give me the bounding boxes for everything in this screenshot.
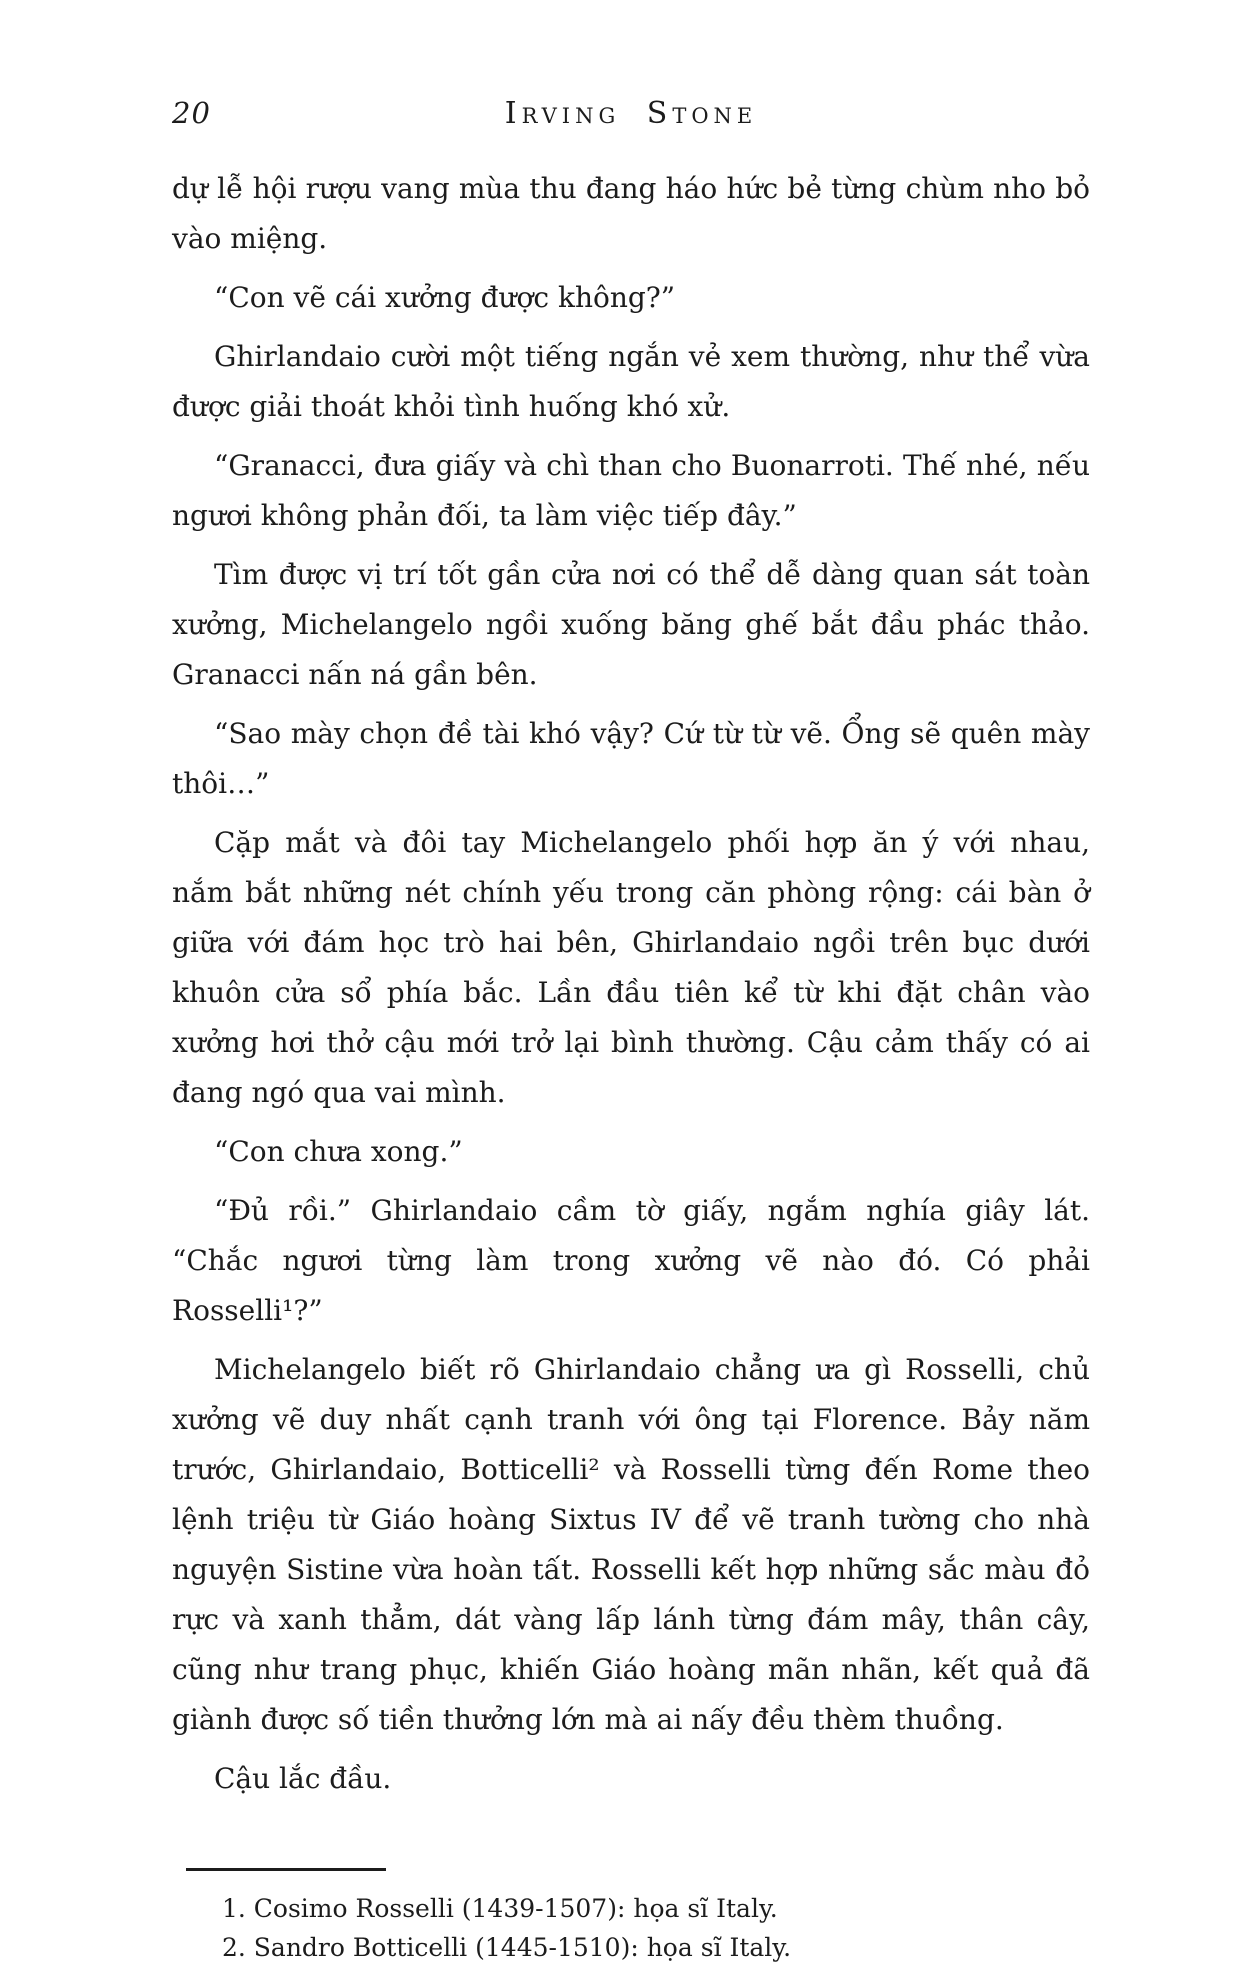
paragraph: “Granacci, đưa giấy và chì than cho Buonarroti. Thế nhé, nếu ngươi không phản đối, ta làm việc tiếp đây.” xyxy=(172,449,1090,532)
footnote-item: 2. Sandro Botticelli (1445-1510): họa sĩ Italy. xyxy=(222,1933,792,1962)
footnote-section xyxy=(172,1868,1090,1967)
paragraph: Ghirlandaio cười một tiếng ngắn vẻ xem thường, như thể vừa được giải thoát khỏi tình huống khó xử. xyxy=(172,340,1090,423)
paragraph: “Con vẽ cái xưởng được không?” xyxy=(214,281,676,314)
paragraph: “Con chưa xong.” xyxy=(214,1135,463,1168)
body-text xyxy=(172,164,1090,1804)
paragraph: Cặp mắt và đôi tay Michelangelo phối hợp ăn ý với nhau, nắm bắt những nét chính yếu trong căn phòng rộng: cái bàn ở giữa với đám học trò hai bên, Ghirlandaio ngồi trên bục dưới khuôn cửa sổ phía bắc. Lần đầu tiên kể từ khi đặt chân vào xưởng hơi thở cậu mới trở lại bình thường. Cậu cảm thấy có ai đang ngó qua vai mình. xyxy=(172,826,1090,1109)
footnote-item: 1. Cosimo Rosselli (1439-1507): họa sĩ Italy. xyxy=(222,1894,778,1923)
paragraph: Cậu lắc đầu. xyxy=(214,1762,392,1795)
paragraph: Tìm được vị trí tốt gần cửa nơi có thể dễ dàng quan sát toàn xưởng, Michelangelo ngồi xuống băng ghế bắt đầu phác thảo. Granacci nấn ná gần bên. xyxy=(172,558,1090,691)
running-header-title: Irving Stone xyxy=(504,96,758,131)
paragraph: “Sao mày chọn đề tài khó vậy? Cứ từ từ vẽ. Ổng sẽ quên mày thôi…” xyxy=(172,717,1090,800)
running-header xyxy=(172,96,1090,138)
footnote-divider xyxy=(186,1868,386,1871)
paragraph: “Đủ rồi.” Ghirlandaio cầm tờ giấy, ngắm nghía giây lát. “Chắc ngươi từng làm trong xưởng vẽ nào đó. Có phải Rosselli¹?” xyxy=(172,1194,1090,1327)
paragraph: dự lễ hội rượu vang mùa thu đang háo hức bẻ từng chùm nho bỏ vào miệng. xyxy=(172,172,1090,255)
paragraph: Michelangelo biết rõ Ghirlandaio chẳng ưa gì Rosselli, chủ xưởng vẽ duy nhất cạnh tranh với ông tại Florence. Bảy năm trước, Ghirlandaio, Botticelli² và Rosselli từng đến Rome theo lệnh triệu từ Giáo hoàng Sixtus IV để vẽ tranh tường cho nhà nguyện Sistine vừa hoàn tất. Rosselli kết hợp những sắc màu đỏ rực và xanh thẳm, dát vàng lấp lánh từng đám mây, thân cây, cũng như trang phục, khiến Giáo hoàng mãn nhãn, kết quả đã giành được số tiền thưởng lớn mà ai nấy đều thèm thuồng. xyxy=(172,1353,1090,1736)
footnote-list xyxy=(172,1889,1090,1967)
page-number: 20 xyxy=(172,96,211,130)
